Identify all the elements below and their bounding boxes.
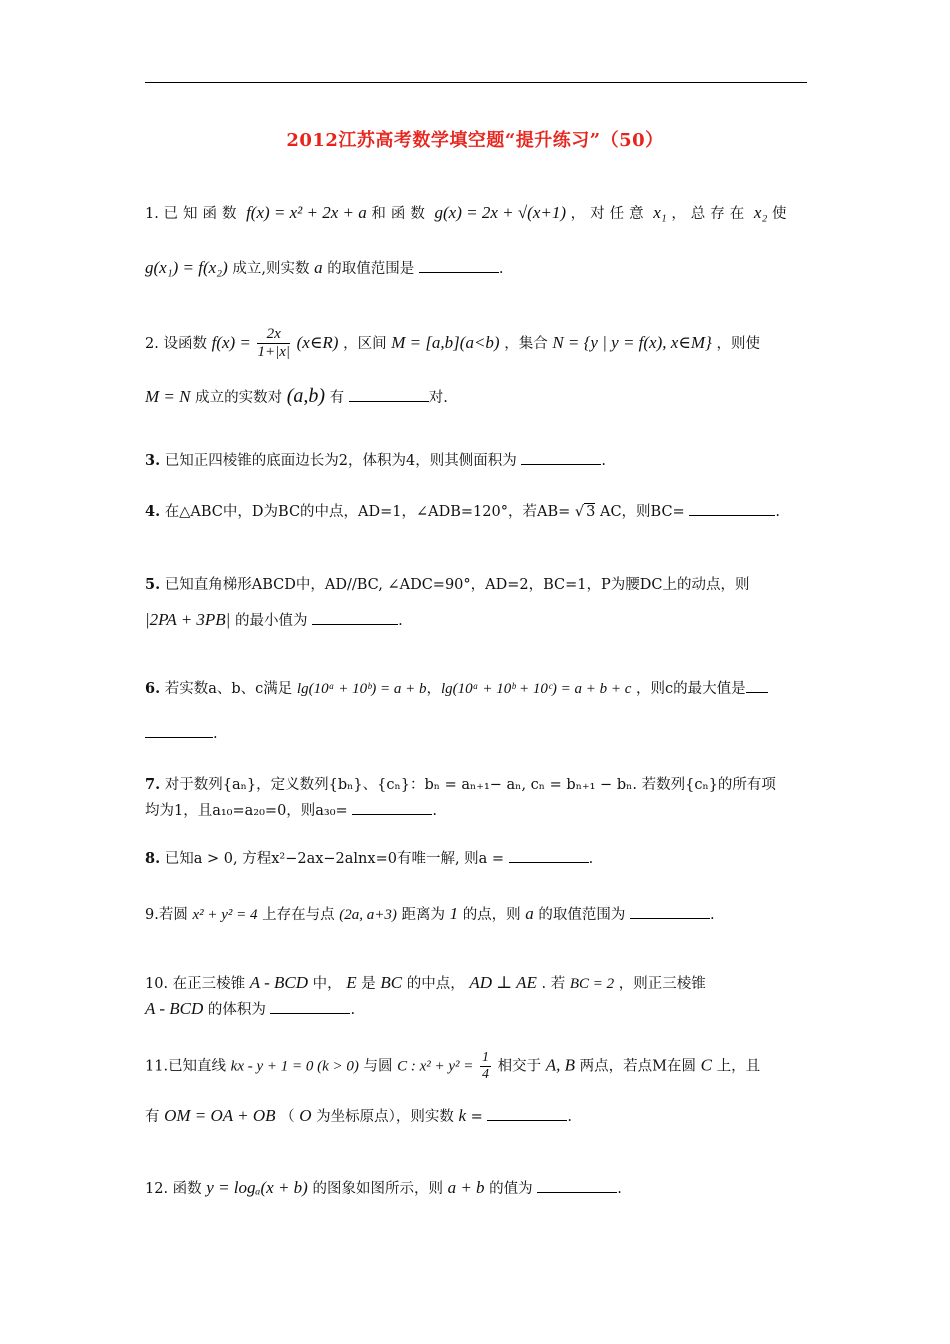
problem-3: 3. 已知正四棱锥的底面边长为2，体积为4，则其侧面积为 . [145,452,606,469]
problem-12: 12. 函数 y = logₐ(x + b) 的图象如图所示，则 a + b 的值为 . [145,1178,622,1197]
answer-blank [312,614,398,625]
problem-number: 2. [145,335,159,352]
answer-blank [630,908,710,919]
problem-number: 8. [145,850,161,867]
answer-blank [537,1182,617,1193]
problem-number: 5. [145,576,161,593]
problem-number: 4. [145,503,161,520]
problem-number: 9. [145,907,159,923]
answer-blank [689,505,775,516]
problem-number: 3. [145,452,161,469]
answer-blank [270,1003,350,1014]
problem-5-line-2: |2PA + 3PB| 的最小值为 . [145,610,403,629]
problem-number: 6. [145,680,161,697]
answer-blank [746,682,768,693]
top-rule [145,82,807,83]
problem-11-line-1: 11.已知直线 kx - y + 1 = 0 (k > 0) 与圆 C : x² + y² = $\frac{1}{4}$ 相交于 A, B 两点，若点M在圆 C 上，且 [145,1050,761,1083]
problem-number: 12. [145,1181,169,1197]
problem-number: 7. [145,776,161,793]
problem-7-line-1: 7. 对于数列{aₙ}，定义数列{bₙ}、{cₙ}：bₙ = aₙ₊₁− aₙ, cₙ = bₙ₊₁ − bₙ. 若数列{cₙ}的所有项 [145,776,776,793]
problem-2-line-2: M = N 成立的实数对 (a,b) 有 对. [145,385,448,407]
problem-1-line-2: g(x₁) = f(x₂) 成立,则实数 a 的取值范围是 . [145,258,504,277]
answer-blank [419,262,499,273]
problem-number: 10. [145,976,169,992]
answer-blank [521,454,601,465]
problem-10-line-2: A - BCD 的体积为 . [145,999,356,1018]
problem-2-line-1: 2. 设函数 f(x) = $\frac{2x}{1+|x|}$ (x∈R) ，区间 M = [a,b](a<b) ，集合 N = {y | y = f(x), x∈M} ，则使 [145,326,760,361]
answer-blank [352,804,432,815]
problem-8: 8. 已知a > 0, 方程x²−2ax−2alnx=0有唯一解, 则a = . [145,850,594,867]
sqrt-symbol: √ [574,504,585,520]
problem-number: 11. [145,1058,169,1075]
answer-blank [145,727,213,738]
fraction: $\frac{1}{4}$ [482,1050,490,1083]
problem-number: 1. [145,206,159,222]
answer-blank [487,1110,567,1121]
math-expression: g(x) = 2x + √(x+1) [434,203,567,222]
problem-6-line-1: 6. 若实数a、b、c满足 lg(10ᵃ + 10ᵇ) = a + b，lg(10ᵃ + 10ᵇ + 10ᶜ) = a + b + c ，则c的最大值是 [145,680,768,698]
page-title: 2012江苏高考数学填空题“提升练习”（50） [286,130,664,151]
problem-9: 9.若圆 x² + y² = 4 上存在与点 (2a, a+3) 距离为 1 的点，则 a 的取值范围为 . [145,904,715,923]
answer-blank [509,852,589,863]
problem-6-line-2: . [145,726,218,743]
problem-5-line-1: 5. 已知直角梯形ABCD中，AD//BC, ∠ADC=90°，AD=2，BC=1，P为腰DC上的动点，则 [145,576,750,593]
problem-4: 4. 在△ABC中，D为BC的中点，AD=1，∠ADB=120°，若AB= √ 3 AC，则BC= . [145,503,780,520]
problem-7-line-2: 均为1，且a₁₀=a₂₀=0，则a₃₀= . [145,803,437,819]
answer-blank [349,391,429,402]
math-expression: f(x) = x² + 2x + a [246,203,367,222]
problem-1-line-1: 1. 已知函数 f(x) = x² + 2x + a 和函数 g(x) = 2x + √(x+1) ，对任意 x₁ ，总存在 x₂ 使 [145,203,787,222]
problem-11-line-2: 有 OM = OA + OB （ O 为坐标原点），则实数 k = . [145,1106,573,1125]
problem-10-line-1: 10. 在正三棱锥 A - BCD 中， E 是 BC 的中点， AD ⊥ AE . 若 BC = 2 ，则正三棱锥 [145,973,706,992]
fraction: $\frac{2x}{1+|x|}$ [257,326,291,361]
